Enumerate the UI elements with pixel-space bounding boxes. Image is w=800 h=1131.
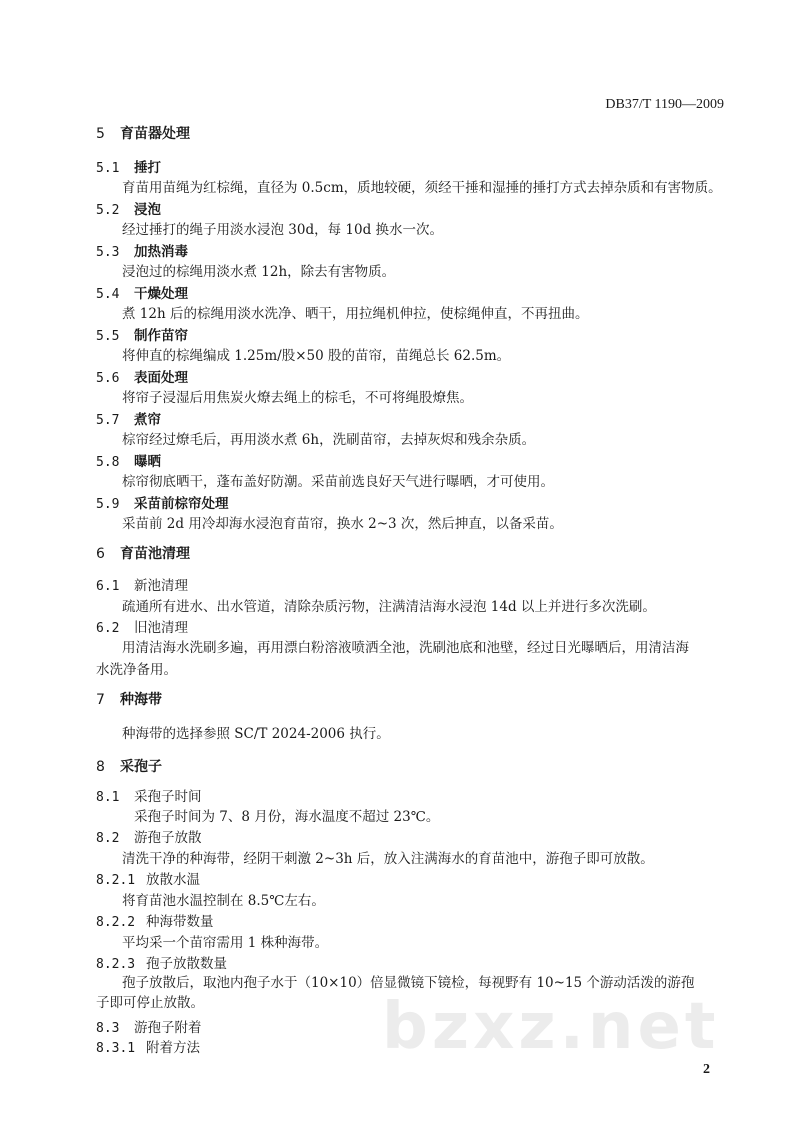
clause-8-2-1-body: 将育苗池水温控制在 8.5℃左右。 (122, 893, 325, 909)
clause-number: 8.1 (96, 790, 120, 805)
clause-5-4-body: 煮 12h 后的棕绳用淡水洗净、晒干，用拉绳机伸拉，使棕绳伸直，不再扭曲。 (122, 306, 589, 322)
clause-6-1-heading (96, 574, 188, 594)
section-8-heading (96, 756, 162, 776)
clause-5-6-body: 将帘子浸湿后用焦炭火燎去绳上的棕毛，不可将绳股燎焦。 (122, 390, 473, 406)
page-number: 2 (703, 1062, 710, 1077)
clause-5-3-heading (96, 240, 188, 260)
clause-title: 游孢子放散 (134, 830, 202, 846)
clause-6-2-heading (96, 616, 188, 636)
clause-5-8-heading (96, 450, 161, 470)
section-title: 育苗池清理 (120, 546, 190, 562)
section-number: 8 (96, 759, 105, 775)
clause-title: 游孢子附着 (134, 1020, 202, 1036)
clause-number: 5.9 (96, 497, 120, 512)
clause-title: 放散水温 (146, 872, 200, 888)
clause-5-3-body: 浸泡过的棕绳用淡水煮 12h，除去有害物质。 (122, 264, 396, 280)
clause-8-1-heading (96, 785, 202, 805)
clause-number: 8.3 (96, 1021, 120, 1036)
clause-8-2-body: 清洗干净的种海带，经阴干刺激 2~3h 后，放入注满海水的育苗池中，游孢子即可放散。 (122, 851, 654, 867)
section-6-heading (96, 543, 190, 563)
clause-title: 采苗前棕帘处理 (134, 496, 229, 512)
clause-title: 旧池清理 (134, 620, 188, 636)
clause-number: 8.3.1 (96, 1041, 136, 1056)
clause-8-3-1-heading (96, 1036, 200, 1056)
clause-5-7-heading (96, 408, 161, 428)
section-title: 育苗器处理 (120, 126, 190, 142)
clause-number: 5.2 (96, 203, 120, 218)
clause-5-9-heading (96, 492, 229, 512)
clause-number: 5.8 (96, 455, 120, 470)
clause-5-8-body: 棕帘彻底晒干，蓬布盖好防潮。采苗前选良好天气进行曝晒，才可使用。 (122, 474, 554, 490)
clause-5-5-heading (96, 324, 188, 344)
clause-title: 新池清理 (134, 578, 188, 594)
clause-number: 5.6 (96, 371, 120, 386)
section-number: 5 (96, 126, 105, 142)
clause-title: 种海带数量 (146, 914, 214, 930)
clause-title: 表面处理 (134, 370, 188, 386)
clause-5-7-body: 棕帘经过燎毛后，再用淡水煮 6h，洗刷苗帘，去掉灰烬和残余杂质。 (122, 432, 536, 448)
clause-8-1-body: 采孢子时间为 7、8 月份，海水温度不超过 23℃。 (134, 809, 440, 825)
document-code: DB37/T 1190—2009 (605, 97, 724, 112)
section-number: 7 (96, 692, 105, 708)
clause-6-2-body: 用清洁海水洗刷多遍，再用漂白粉溶液喷洒全池，洗刷池底和池壁，经过日光曝晒后，用清洁海水洗净备用。 (96, 640, 689, 678)
clause-5-6-heading (96, 366, 188, 386)
clause-number: 5.3 (96, 245, 120, 260)
clause-5-9-body: 采苗前 2d 用冷却海水浸泡育苗帘，换水 2~3 次，然后抻直，以备采苗。 (122, 516, 563, 532)
clause-title: 加热消毒 (134, 244, 188, 260)
clause-number: 8.2.1 (96, 873, 136, 888)
clause-title: 曝晒 (134, 454, 161, 470)
clause-5-1-body: 育苗用苗绳为红棕绳，直径为 0.5cm，质地较硬，须经干捶和湿捶的捶打方式去掉杂质和有害物质。 (122, 180, 722, 196)
clause-6-1-body: 疏通所有进水、出水管道，清除杂质污物，注满清洁海水浸泡 14d 以上并进行多次洗刷。 (122, 599, 656, 615)
section-5-heading (96, 123, 190, 143)
watermark: bzxz.net (382, 990, 720, 1064)
clause-5-2-heading (96, 198, 161, 218)
section-title: 种海带 (120, 692, 162, 708)
clause-8-2-heading (96, 826, 202, 846)
clause-number: 6.2 (96, 621, 120, 636)
section-title: 采孢子 (120, 759, 162, 775)
clause-8-2-3-heading (96, 952, 227, 972)
clause-5-2-body: 经过捶打的绳子用淡水浸泡 30d，每 10d 换水一次。 (122, 222, 444, 238)
clause-number: 6.1 (96, 579, 120, 594)
section-number: 6 (96, 546, 105, 562)
clause-title: 采孢子时间 (134, 789, 202, 805)
clause-8-3-heading (96, 1016, 202, 1036)
clause-number: 5.4 (96, 287, 120, 302)
clause-title: 制作苗帘 (134, 328, 188, 344)
clause-8-2-1-heading (96, 868, 200, 888)
clause-title: 浸泡 (134, 202, 161, 218)
section-7-heading (96, 689, 162, 709)
clause-number: 8.2 (96, 831, 120, 846)
clause-number: 8.2.3 (96, 957, 136, 972)
clause-title: 煮帘 (134, 412, 161, 428)
clause-5-5-body: 将伸直的棕绳编成 1.25m/股×50 股的苗帘，苗绳总长 62.5m。 (122, 348, 511, 364)
clause-5-4-heading (96, 282, 188, 302)
clause-8-2-2-heading (96, 910, 214, 930)
clause-5-1-heading (96, 156, 161, 176)
clause-8-2-2-body: 平均采一个苗帘需用 1 株种海带。 (122, 935, 329, 951)
section-7-body: 种海带的选择参照 SC/T 2024-2006 执行。 (122, 726, 390, 742)
clause-number: 5.7 (96, 413, 120, 428)
clause-title: 捶打 (134, 160, 161, 176)
clause-number: 8.2.2 (96, 915, 136, 930)
clause-title: 干燥处理 (134, 286, 188, 302)
clause-8-2-3-body: 孢子放散后，取池内孢子水于（10×10）倍显微镜下镜检，每视野有 10~15 个游动活泼的游孢子即可停止放散。 (96, 975, 695, 1011)
clause-title: 附着方法 (146, 1040, 200, 1056)
clause-title: 孢子放散数量 (146, 956, 227, 972)
clause-number: 5.5 (96, 329, 120, 344)
clause-number: 5.1 (96, 161, 120, 176)
